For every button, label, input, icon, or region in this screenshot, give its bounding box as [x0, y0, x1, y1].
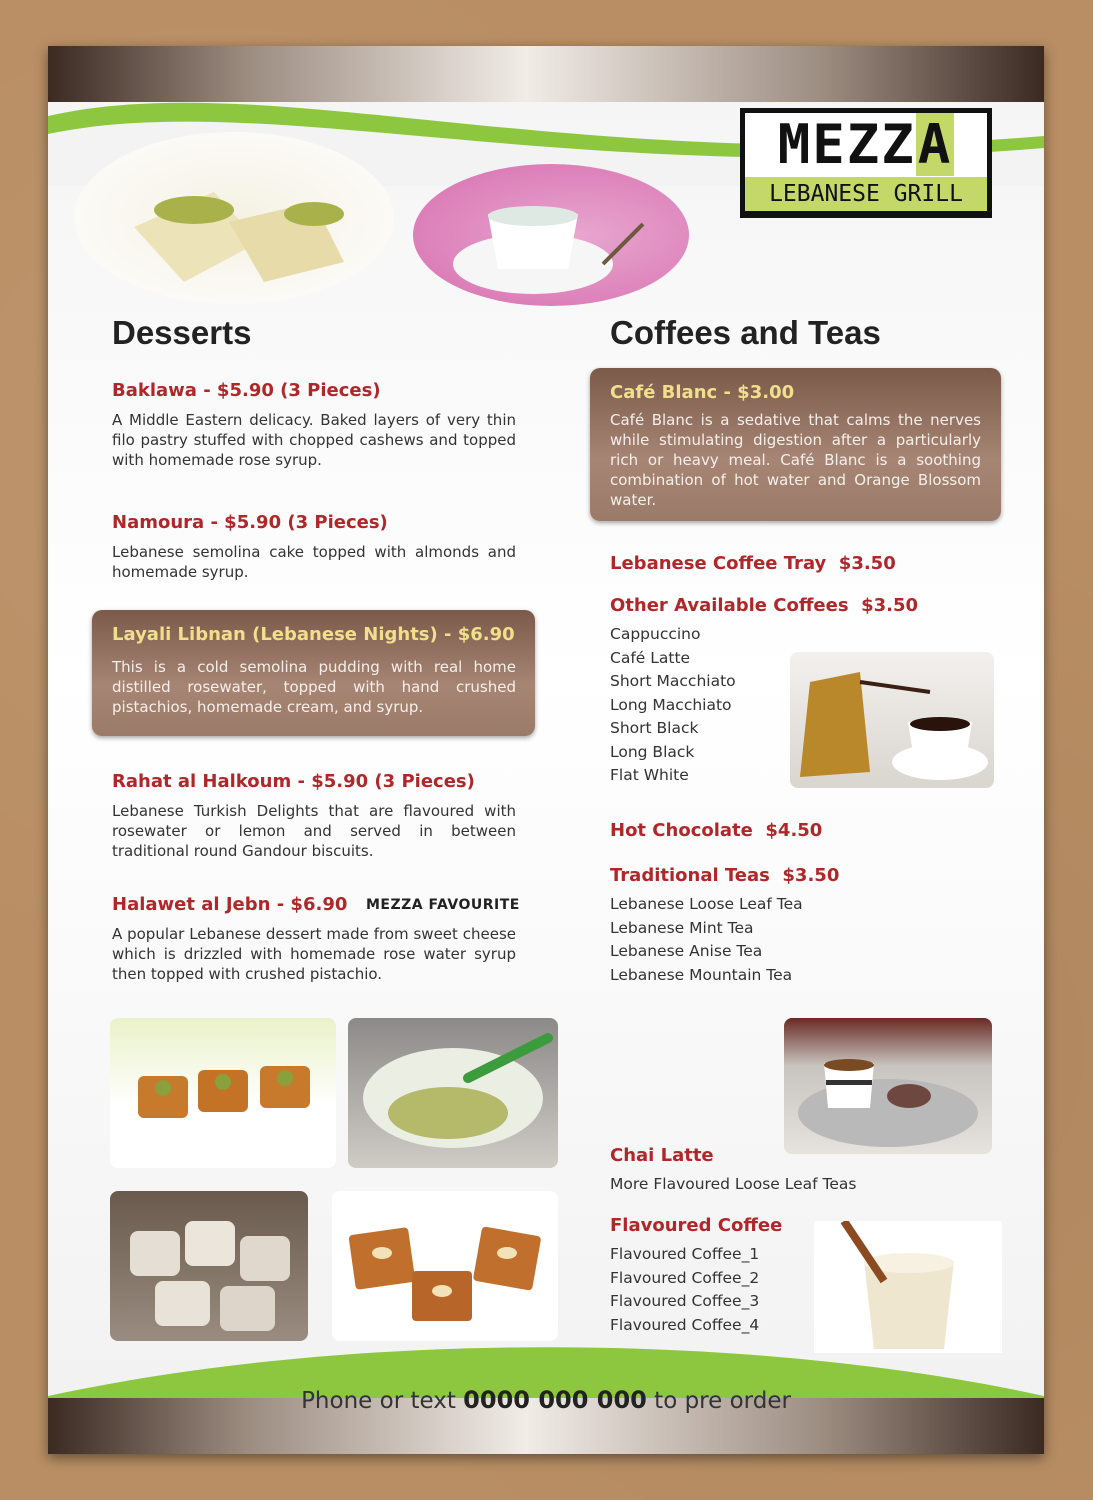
namoura-desc: Lebanese semolina cake topped with almonds and homemade syrup. — [112, 543, 516, 581]
cafe-blanc-photo — [413, 164, 689, 306]
list-item: Café Latte — [610, 648, 691, 667]
namoura-icon — [332, 1191, 558, 1341]
rahat-desc: Lebanese Turkish Delights that are flavoured with rosewater or lemon and served in between traditional round Gandour biscuits. — [112, 802, 516, 860]
teacup-icon — [413, 164, 689, 306]
lebanese-coffee-photo — [790, 652, 994, 788]
coffee-pot-icon — [790, 652, 994, 788]
layali-libnan-title: Layali Libnan (Lebanese Nights) - $6.90 — [112, 624, 515, 645]
cafe-blanc-title: Café Blanc - $3.00 — [610, 382, 795, 403]
chai-latte-desc: More Flavoured Loose Leaf Teas — [610, 1175, 857, 1193]
mezza-logo — [740, 108, 992, 218]
teas-title: Traditional Teas $3.50 — [610, 865, 840, 886]
list-item: Cappuccino — [610, 625, 701, 643]
namoura-cheese-photo — [74, 132, 394, 304]
rahat-title: Rahat al Halkoum - $5.90 (3 Pieces) — [112, 771, 475, 792]
desserts-heading: Desserts — [112, 314, 252, 351]
pistachio-pudding-photo — [348, 1018, 558, 1168]
coffees-heading: Coffees and Teas — [610, 314, 881, 351]
list-item: Short Black — [610, 719, 699, 737]
chai-latte-title: Chai Latte — [610, 1145, 714, 1166]
list-item: Lebanese Loose Leaf Tea — [610, 895, 803, 913]
namoura-photo — [332, 1191, 558, 1341]
baklawa-desc: A Middle Eastern delicacy. Baked layers of very thin filo pastry stuffed with chopped cashews and topped with homemade rose syrup. — [112, 411, 516, 469]
list-item: Flavoured Coffee_3 — [610, 1292, 760, 1310]
tea-cup-icon — [784, 1018, 992, 1154]
list-item: Long Black — [610, 742, 695, 761]
baklawa-icon — [110, 1018, 336, 1168]
turkish-delight-photo — [110, 1191, 308, 1341]
phone-number: 0000 000 000 — [463, 1386, 647, 1414]
list-item: Lebanese Mint Tea — [610, 918, 754, 937]
tea-tray-photo — [784, 1018, 992, 1154]
list-item: Flavoured Coffee_4 — [610, 1315, 760, 1334]
coffee-tray-title: Lebanese Coffee Tray $3.50 — [610, 553, 896, 574]
menu-page — [48, 46, 1044, 1454]
flavoured-coffee-list — [610, 1243, 759, 1337]
list-item: Short Macchiato — [610, 672, 736, 690]
teas-list — [610, 893, 803, 987]
baklawa-photo — [110, 1018, 336, 1168]
flavoured-coffee-title: Flavoured Coffee — [610, 1215, 783, 1236]
halawet-title: Halawet al Jebn - $6.90 — [112, 894, 348, 915]
layali-libnan-box — [92, 610, 535, 736]
list-item: Long Macchiato — [610, 695, 732, 714]
logo-tagline: LEBANESE GRILL — [745, 177, 987, 211]
other-coffees-list — [610, 623, 736, 788]
preorder-footer: Phone or text 0000 000 000 to pre order — [301, 1386, 791, 1414]
pudding-icon — [348, 1018, 558, 1168]
logo-wordmark: MEZZA — [745, 113, 987, 177]
halawet-desc: A popular Lebanese dessert made from sweet cheese which is drizzled with homemade rose water syrup then topped with crushed pistachio. — [112, 925, 516, 983]
latte-glass-icon — [814, 1221, 1002, 1353]
list-item: Flavoured Coffee_1 — [610, 1245, 760, 1263]
dessert-pastry-icon — [74, 132, 394, 304]
cafe-blanc-desc: Café Blanc is a sedative that calms the nerves while stimulating digestion after a particularly rich or heavy meal. Café Blanc is a soothing combination of hot water and Orange Blossom water. — [610, 411, 981, 509]
other-coffees-title: Other Available Coffees $3.50 — [610, 595, 919, 616]
hot-chocolate-title: Hot Chocolate $4.50 — [610, 820, 823, 841]
layali-libnan-desc: This is a cold semolina pudding with real home distilled rosewater, topped with hand crushed pistachios, homemade cream, and syrup. — [112, 658, 516, 716]
turkish-delight-icon — [110, 1191, 308, 1341]
favourite-badge: MEZZA FAVOURITE — [366, 897, 520, 913]
list-item: Lebanese Mountain Tea — [610, 965, 793, 984]
baklawa-title: Baklawa - $5.90 (3 Pieces) — [112, 380, 381, 401]
chai-latte-photo — [814, 1221, 1002, 1353]
cafe-blanc-box — [590, 368, 1001, 521]
list-item: Lebanese Anise Tea — [610, 942, 763, 960]
list-item: Flavoured Coffee_2 — [610, 1268, 760, 1287]
namoura-title: Namoura - $5.90 (3 Pieces) — [112, 512, 388, 533]
list-item: Flat White — [610, 766, 689, 784]
